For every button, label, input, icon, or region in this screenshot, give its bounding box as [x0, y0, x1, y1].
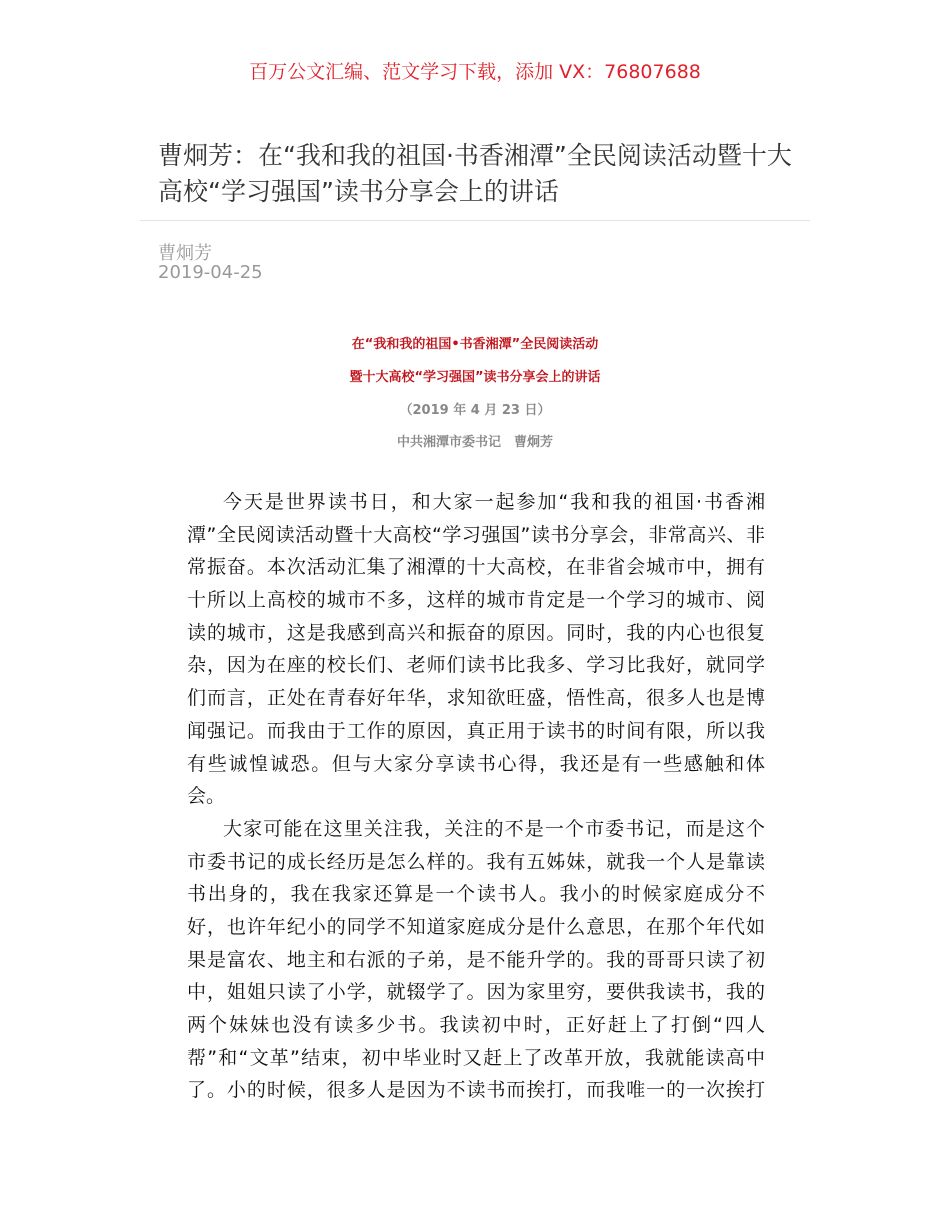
paragraph-line: 帮”和“文革”结束，初中毕业时又赶上了改革开放，我就能读高中	[187, 1046, 765, 1069]
paragraph-line: 大家可能在这里关注我，关注的不是一个市委书记，而是这个	[223, 817, 765, 840]
document-heading-line2: 暨十大高校“学习强国”读书分享会上的讲话	[349, 370, 601, 385]
paragraph-line: 市委书记的成长经历是怎么样的。我有五姊妹，就我一个人是靠读	[187, 850, 765, 873]
paragraph-line: 杂，因为在座的校长们、老师们读书比我多、学习比我好，就同学	[187, 654, 765, 677]
paragraph-line: 读的城市，这是我感到高兴和振奋的原因。同时，我的内心也很复	[187, 621, 765, 644]
paragraph-line: 了。小的时候，很多人是因为不读书而挨打，而我唯一的一次挨打	[187, 1079, 765, 1102]
article-title: 曹炯芳：在“我和我的祖国·书香湘潭”全民阅读活动暨十大高校“学习强国”读书分享会上的讲话	[158, 141, 792, 206]
paragraph-line: 有些诚惶诚恐。但与大家分享读书心得，我还是有一些感触和体	[187, 752, 765, 775]
title-divider	[140, 220, 810, 221]
paragraph-line: 果是富农、地主和右派的子弟，是不能升学的。我的哥哥只读了初	[187, 948, 765, 971]
document-date: （2019 年 4 月 23 日）	[399, 403, 551, 418]
paragraph-line: 会。	[187, 785, 226, 808]
article-date: 2019-04-25	[158, 262, 263, 283]
paragraph-line: 两个妹妹也没有读多少书。我读初中时，正好赶上了打倒“四人	[187, 1014, 765, 1036]
paragraph-line: 常振奋。本次活动汇集了湘潭的十大高校，在非省会城市中，拥有	[187, 556, 765, 579]
document-speaker: 中共湘潭市委书记 曹炯芳	[396, 435, 553, 450]
paragraph-line: 中，姐姐只读了小学，就辍学了。因为家里穷，要供我读书，我的	[187, 981, 765, 1004]
paragraph-line: 书出身的，我在我家还算是一个读书人。我小的时候家庭成分不	[187, 883, 765, 906]
paragraph-line: 们而言，正处在青春好年华，求知欲旺盛，悟性高，很多人也是博	[187, 687, 765, 710]
paragraph-line: 今天是世界读书日，和大家一起参加“我和我的祖国·书香湘	[223, 491, 765, 513]
paragraph-line: 好，也许年纪小的同学不知道家庭成分是什么意思，在那个年代如	[187, 915, 765, 938]
document-heading-line1: 在“我和我的祖国•书香湘潭”全民阅读活动	[351, 337, 599, 352]
paragraph-line: 潭”全民阅读活动暨十大高校“学习强国”读书分享会，非常高兴、非	[187, 523, 765, 546]
download-banner: 百万公文汇编、范文学习下载，添加 VX：76807688	[249, 61, 701, 83]
paragraph-line: 闻强记。而我由于工作的原因，真正用于读书的时间有限，所以我	[187, 719, 765, 742]
document-body	[187, 486, 765, 1107]
article-author: 曹炯芳	[158, 243, 212, 264]
paragraph-line: 十所以上高校的城市不多，这样的城市肯定是一个学习的城市、阅	[187, 589, 765, 612]
